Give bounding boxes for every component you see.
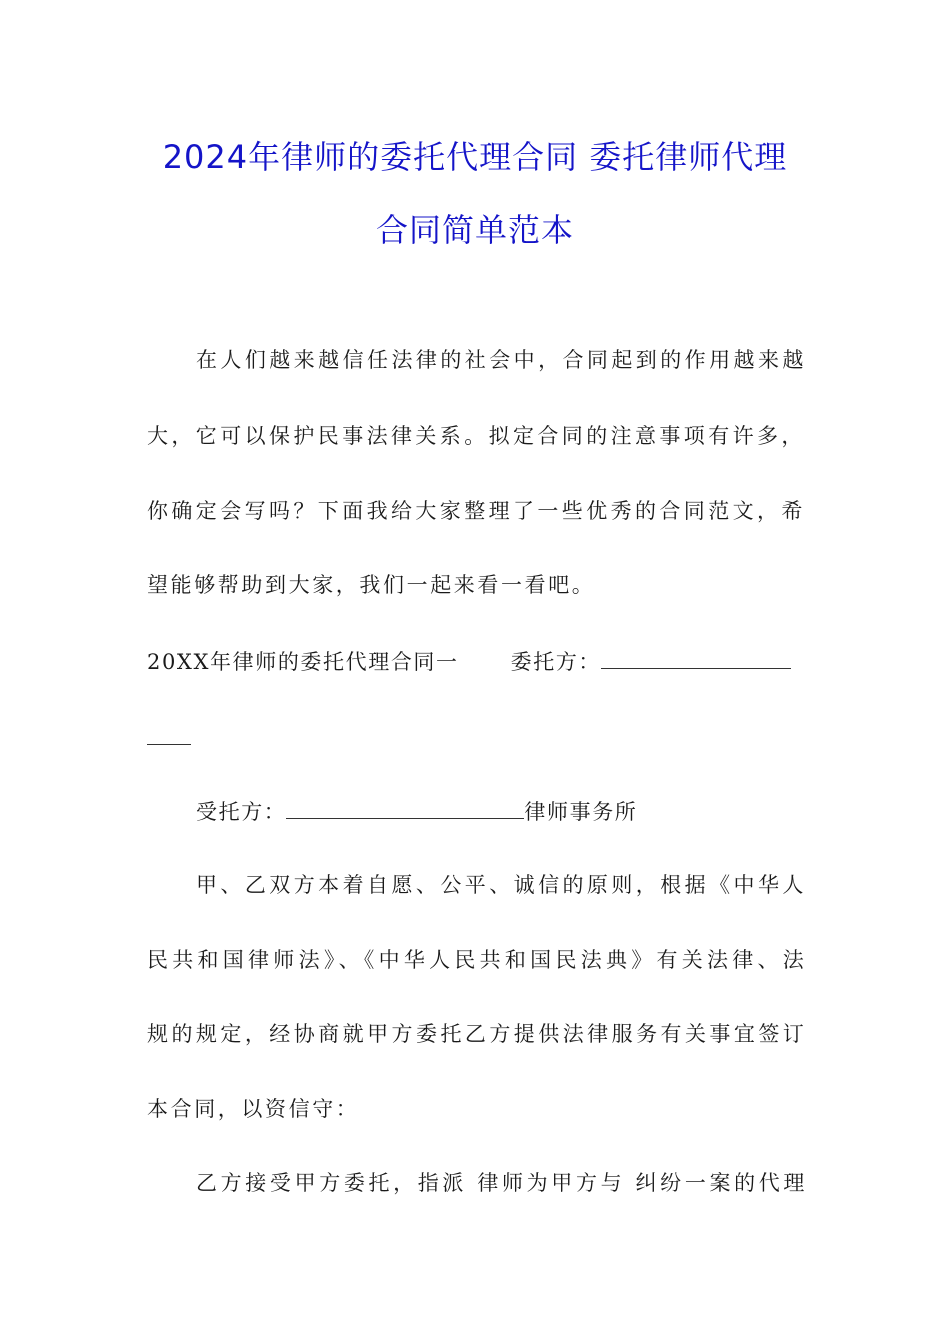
client-blank-continuation — [147, 722, 805, 753]
para1-line-4: 本合同，以资信守： — [147, 1097, 360, 1121]
para1-line-3: 规的规定，经协商就甲方委托乙方提供法律服务有关事宜签订 — [147, 1022, 805, 1046]
para2-line-1: 乙方接受甲方委托，指派 律师为甲方与 纠纷一案的代理 — [196, 1171, 806, 1195]
intro-line-3: 你确定会写吗？下面我给大家整理了一些优秀的合同范文，希 — [147, 499, 805, 523]
trustee-label: 受托方： — [196, 800, 287, 824]
para1-line-1: 甲、乙双方本着自愿、公平、诚信的原则，根据《中华人 — [196, 873, 806, 897]
trustee-suffix: 律师事务所 — [524, 800, 638, 824]
intro-line-1: 在人们越来越信任法律的社会中，合同起到的作用越来越 — [196, 348, 806, 372]
trustee-blank-line — [286, 796, 524, 819]
contract-heading: 20XX年律师的委托代理合同一 — [147, 650, 459, 674]
intro-line-2: 大，它可以保护民事法律关系。拟定合同的注意事项有许多， — [147, 424, 805, 448]
para1-line-2: 民共和国律师法》、《中华人民共和国民法典》有关法律、法 — [147, 948, 805, 972]
client-label: 委托方： — [510, 650, 602, 674]
client-blank-line — [601, 646, 791, 669]
document-title-line1: 2024年律师的委托代理合同 委托律师代理 — [162, 138, 788, 176]
trustee-row — [196, 796, 806, 827]
client-blank-line-continued — [147, 722, 191, 745]
contract-heading-row — [147, 646, 805, 677]
document-title-line2: 合同简单范本 — [375, 211, 574, 249]
intro-line-4: 望能够帮助到大家，我们一起来看一看吧。 — [147, 573, 596, 597]
